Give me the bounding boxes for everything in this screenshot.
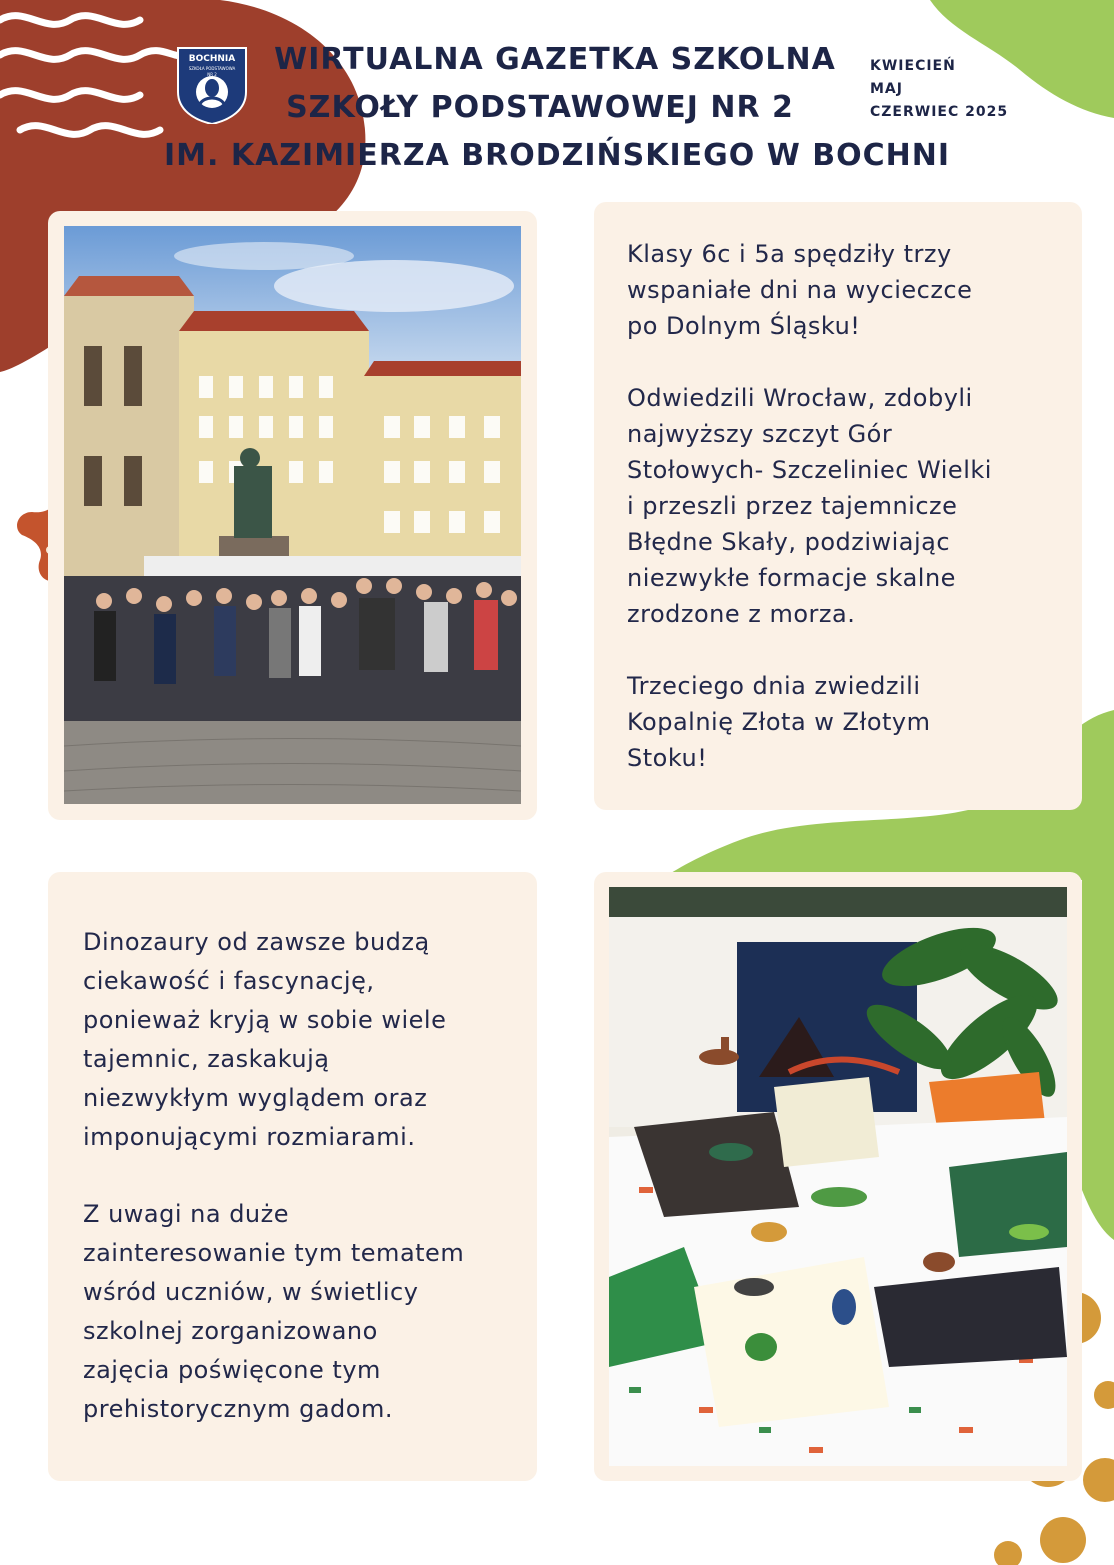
trip-group-photo bbox=[64, 226, 521, 804]
ochre-dot bbox=[1040, 1517, 1086, 1563]
green-blob-right-lower bbox=[1082, 880, 1114, 1240]
trip-paragraph-1: Klasy 6c i 5a spędziły trzy wspaniałe dni na wycieczce po Dolnym Śląsku! bbox=[627, 240, 973, 340]
trip-article-card bbox=[594, 202, 1082, 810]
newsletter-header bbox=[0, 0, 1114, 200]
ochre-dot bbox=[994, 1541, 1022, 1565]
trip-photo-illustration bbox=[64, 226, 521, 804]
page-title-line-2: SZKOŁY PODSTAWOWEJ NR 2 bbox=[286, 90, 794, 125]
logo-text-top: BOCHNIA bbox=[188, 54, 236, 64]
ochre-dot bbox=[1094, 1381, 1114, 1409]
dino-photo-card bbox=[594, 872, 1082, 1481]
dino-paragraph-1: Dinozaury od zawsze budzą ciekawość i fascynację, ponieważ kryją w sobie wiele tajemnic, zaskakują niezwykłym wyglądem oraz imponującymi rozmiarami. bbox=[83, 928, 447, 1151]
dino-article-card bbox=[48, 872, 537, 1481]
dino-photo-illustration bbox=[609, 887, 1067, 1466]
dino-paragraph-2: Z uwagi na duże zainteresowanie tym tematem wśród uczniów, w świetlicy szkolnej zorganizowano zajęcia poświęcone tym prehistorycznym gadom. bbox=[83, 1200, 465, 1423]
trip-paragraph-3: Trzeciego dnia zwiedzili Kopalnię Złota w Złotym Stoku! bbox=[627, 672, 931, 772]
issue-date-line-2: MAJ bbox=[870, 81, 903, 97]
ochre-dot bbox=[1083, 1458, 1114, 1502]
dino-display-photo bbox=[609, 887, 1067, 1466]
trip-paragraph-2: Odwiedzili Wrocław, zdobyli najwyższy szczyt Gór Stołowych- Szczeliniec Wielki i przeszli przez tajemnicze Błędne Skały, podziwiając niezwykłe formacje skalne zrodzone z morza. bbox=[627, 384, 992, 628]
page-title-line-1: WIRTUALNA GAZETKA SZKOLNA bbox=[274, 42, 836, 77]
logo-text-nr: NR 2 bbox=[207, 72, 217, 77]
page-title-line-3: IM. KAZIMIERZA BRODZIŃSKIEGO W BOCHNI bbox=[163, 138, 951, 173]
logo-text-mid: SZKOŁA PODSTAWOWA bbox=[188, 66, 236, 71]
issue-date-line-1: KWIECIEŃ bbox=[870, 58, 956, 74]
issue-date-line-3: CZERWIEC 2025 bbox=[870, 104, 1009, 120]
trip-photo-card bbox=[48, 211, 537, 820]
